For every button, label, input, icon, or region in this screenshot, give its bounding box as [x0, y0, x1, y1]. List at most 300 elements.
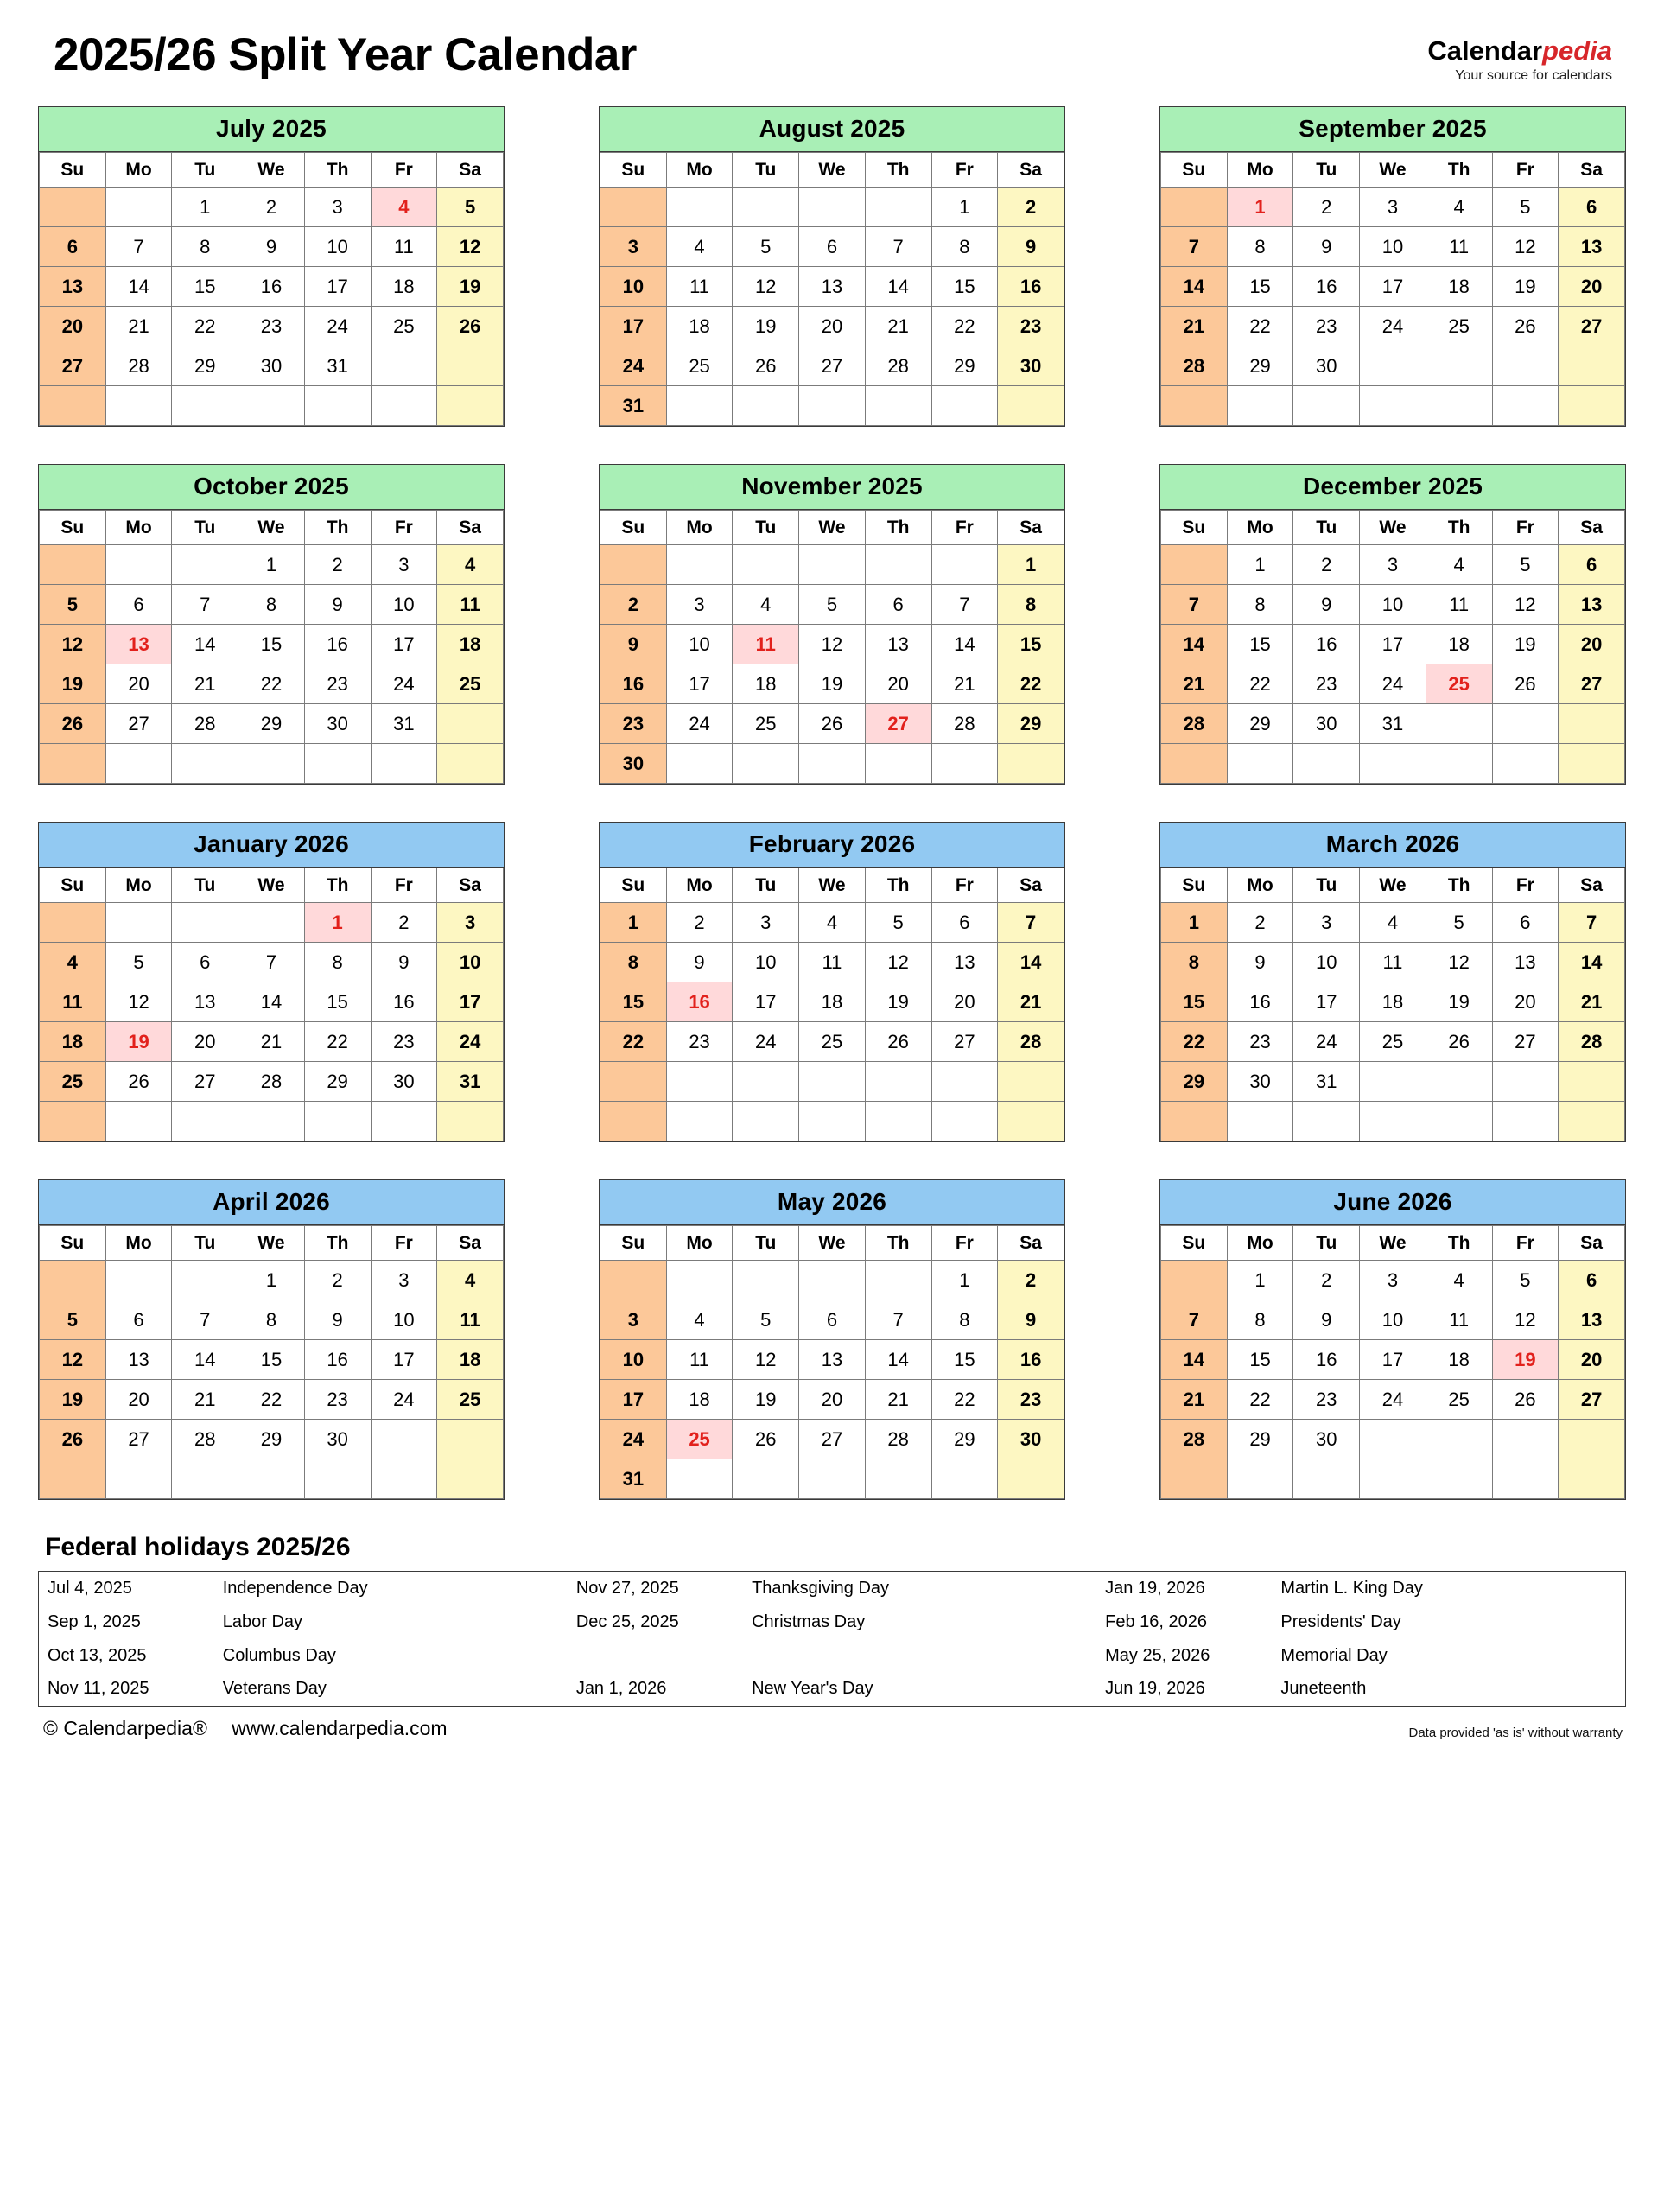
day-cell[interactable]: 29 [931, 346, 998, 386]
day-cell[interactable]: 29 [1161, 1062, 1228, 1102]
day-cell[interactable]: 22 [304, 1022, 371, 1062]
day-cell[interactable]: 1 [931, 1261, 998, 1300]
day-cell[interactable]: 21 [931, 664, 998, 704]
day-cell[interactable]: 27 [105, 1420, 172, 1459]
day-cell[interactable]: 22 [238, 1380, 305, 1420]
day-cell[interactable]: 7 [865, 227, 931, 267]
day-cell[interactable]: 9 [998, 227, 1064, 267]
day-cell[interactable]: 17 [1360, 267, 1426, 307]
day-cell[interactable]: 8 [931, 227, 998, 267]
day-cell[interactable]: 27 [1559, 307, 1625, 346]
day-cell[interactable]: 28 [931, 704, 998, 744]
day-cell[interactable]: 9 [998, 1300, 1064, 1340]
day-cell[interactable]: 15 [238, 625, 305, 664]
day-cell[interactable]: 30 [1293, 1420, 1360, 1459]
day-cell[interactable]: 27 [40, 346, 106, 386]
day-cell[interactable]: 25 [799, 1022, 866, 1062]
day-cell[interactable]: 18 [733, 664, 799, 704]
day-cell[interactable]: 30 [238, 346, 305, 386]
day-cell[interactable]: 31 [1360, 704, 1426, 744]
day-cell[interactable]: 4 [437, 1261, 504, 1300]
day-cell[interactable]: 15 [931, 267, 998, 307]
day-cell[interactable]: 17 [600, 307, 667, 346]
day-cell[interactable]: 23 [1293, 1380, 1360, 1420]
day-cell[interactable]: 25 [437, 664, 504, 704]
day-cell[interactable]: 29 [304, 1062, 371, 1102]
day-cell[interactable]: 30 [998, 346, 1064, 386]
day-cell[interactable]: 19 [799, 664, 866, 704]
day-cell[interactable]: 6 [1492, 903, 1559, 943]
day-cell[interactable]: 27 [172, 1062, 238, 1102]
day-cell[interactable]: 12 [1492, 585, 1559, 625]
day-cell[interactable]: 8 [1227, 227, 1293, 267]
day-cell[interactable]: 14 [105, 267, 172, 307]
day-cell[interactable]: 14 [1161, 267, 1228, 307]
day-cell[interactable]: 15 [1161, 982, 1228, 1022]
day-cell[interactable]: 22 [1161, 1022, 1228, 1062]
day-cell[interactable]: 21 [238, 1022, 305, 1062]
day-cell[interactable]: 15 [998, 625, 1064, 664]
day-cell[interactable]: 16 [371, 982, 437, 1022]
day-cell[interactable]: 22 [600, 1022, 667, 1062]
day-cell[interactable]: 15 [1227, 1340, 1293, 1380]
day-cell[interactable]: 28 [105, 346, 172, 386]
day-cell[interactable]: 13 [105, 1340, 172, 1380]
day-cell[interactable]: 5 [733, 227, 799, 267]
day-cell[interactable]: 3 [1360, 545, 1426, 585]
website-url[interactable]: www.calendarpedia.com [232, 1717, 448, 1740]
day-cell[interactable]: 2 [304, 545, 371, 585]
day-cell[interactable]: 20 [105, 664, 172, 704]
day-cell[interactable]: 7 [238, 943, 305, 982]
day-cell[interactable]: 11 [1360, 943, 1426, 982]
day-cell[interactable]: 8 [1227, 585, 1293, 625]
day-cell[interactable]: 23 [1293, 307, 1360, 346]
day-cell[interactable]: 15 [1227, 267, 1293, 307]
day-cell[interactable]: 10 [437, 943, 504, 982]
day-cell[interactable]: 20 [931, 982, 998, 1022]
day-cell[interactable]: 7 [105, 227, 172, 267]
day-cell[interactable]: 10 [304, 227, 371, 267]
day-cell[interactable]: 2 [1293, 188, 1360, 227]
day-cell[interactable]: 1 [1227, 188, 1293, 227]
day-cell[interactable]: 17 [1293, 982, 1360, 1022]
day-cell[interactable]: 13 [172, 982, 238, 1022]
day-cell[interactable]: 18 [1426, 267, 1492, 307]
day-cell[interactable]: 8 [238, 1300, 305, 1340]
day-cell[interactable]: 23 [238, 307, 305, 346]
day-cell[interactable]: 2 [1293, 545, 1360, 585]
day-cell[interactable]: 26 [40, 1420, 106, 1459]
day-cell[interactable]: 21 [1161, 1380, 1228, 1420]
day-cell[interactable]: 1 [238, 545, 305, 585]
day-cell[interactable]: 10 [600, 267, 667, 307]
day-cell[interactable]: 7 [172, 1300, 238, 1340]
day-cell[interactable]: 25 [1360, 1022, 1426, 1062]
day-cell[interactable]: 4 [1426, 1261, 1492, 1300]
day-cell[interactable]: 13 [799, 267, 866, 307]
day-cell[interactable]: 17 [600, 1380, 667, 1420]
day-cell[interactable]: 7 [1161, 227, 1228, 267]
day-cell[interactable]: 8 [238, 585, 305, 625]
day-cell[interactable]: 21 [1161, 664, 1228, 704]
day-cell[interactable]: 13 [1559, 227, 1625, 267]
day-cell[interactable]: 24 [666, 704, 733, 744]
day-cell[interactable]: 14 [238, 982, 305, 1022]
day-cell[interactable]: 8 [931, 1300, 998, 1340]
day-cell[interactable]: 26 [733, 1420, 799, 1459]
day-cell[interactable]: 11 [1426, 1300, 1492, 1340]
day-cell[interactable]: 9 [1293, 1300, 1360, 1340]
day-cell[interactable]: 13 [865, 625, 931, 664]
day-cell[interactable]: 27 [1559, 1380, 1625, 1420]
day-cell[interactable]: 15 [931, 1340, 998, 1380]
day-cell[interactable]: 19 [733, 307, 799, 346]
day-cell[interactable]: 28 [172, 704, 238, 744]
day-cell[interactable]: 29 [238, 1420, 305, 1459]
day-cell[interactable]: 15 [238, 1340, 305, 1380]
day-cell[interactable]: 8 [1227, 1300, 1293, 1340]
day-cell[interactable]: 17 [733, 982, 799, 1022]
day-cell[interactable]: 1 [1161, 903, 1228, 943]
day-cell[interactable]: 13 [799, 1340, 866, 1380]
day-cell[interactable]: 1 [1227, 1261, 1293, 1300]
day-cell[interactable]: 19 [865, 982, 931, 1022]
day-cell[interactable]: 2 [238, 188, 305, 227]
day-cell[interactable]: 14 [865, 1340, 931, 1380]
day-cell[interactable]: 3 [1293, 903, 1360, 943]
day-cell[interactable]: 2 [666, 903, 733, 943]
day-cell[interactable]: 18 [1360, 982, 1426, 1022]
day-cell[interactable]: 13 [40, 267, 106, 307]
day-cell[interactable]: 27 [799, 1420, 866, 1459]
day-cell[interactable]: 28 [865, 1420, 931, 1459]
day-cell[interactable]: 12 [1492, 1300, 1559, 1340]
day-cell[interactable]: 3 [371, 1261, 437, 1300]
day-cell[interactable]: 10 [733, 943, 799, 982]
day-cell[interactable]: 27 [1559, 664, 1625, 704]
day-cell[interactable]: 10 [1293, 943, 1360, 982]
day-cell[interactable]: 7 [931, 585, 998, 625]
day-cell[interactable]: 23 [304, 664, 371, 704]
day-cell[interactable]: 6 [1559, 188, 1625, 227]
day-cell[interactable]: 14 [172, 625, 238, 664]
day-cell[interactable]: 12 [799, 625, 866, 664]
day-cell[interactable]: 19 [437, 267, 504, 307]
day-cell[interactable]: 24 [371, 1380, 437, 1420]
day-cell[interactable]: 16 [304, 625, 371, 664]
day-cell[interactable]: 12 [733, 1340, 799, 1380]
day-cell[interactable]: 19 [1492, 267, 1559, 307]
day-cell[interactable]: 22 [998, 664, 1064, 704]
day-cell[interactable]: 12 [105, 982, 172, 1022]
day-cell[interactable]: 11 [371, 227, 437, 267]
day-cell[interactable]: 19 [40, 664, 106, 704]
day-cell[interactable]: 24 [1360, 307, 1426, 346]
day-cell[interactable]: 8 [172, 227, 238, 267]
day-cell[interactable]: 15 [172, 267, 238, 307]
day-cell[interactable]: 28 [172, 1420, 238, 1459]
day-cell[interactable]: 27 [865, 704, 931, 744]
day-cell[interactable]: 10 [371, 1300, 437, 1340]
day-cell[interactable]: 6 [172, 943, 238, 982]
day-cell[interactable]: 27 [931, 1022, 998, 1062]
day-cell[interactable]: 20 [172, 1022, 238, 1062]
day-cell[interactable]: 17 [371, 625, 437, 664]
day-cell[interactable]: 30 [600, 744, 667, 784]
day-cell[interactable]: 13 [1559, 585, 1625, 625]
day-cell[interactable]: 30 [304, 1420, 371, 1459]
day-cell[interactable]: 24 [600, 346, 667, 386]
day-cell[interactable]: 5 [1492, 188, 1559, 227]
day-cell[interactable]: 17 [304, 267, 371, 307]
day-cell[interactable]: 4 [666, 1300, 733, 1340]
day-cell[interactable]: 17 [437, 982, 504, 1022]
day-cell[interactable]: 2 [1293, 1261, 1360, 1300]
day-cell[interactable]: 21 [172, 1380, 238, 1420]
day-cell[interactable]: 17 [1360, 1340, 1426, 1380]
day-cell[interactable]: 6 [1559, 1261, 1625, 1300]
day-cell[interactable]: 20 [1492, 982, 1559, 1022]
day-cell[interactable]: 5 [437, 188, 504, 227]
day-cell[interactable]: 5 [40, 585, 106, 625]
day-cell[interactable]: 24 [437, 1022, 504, 1062]
day-cell[interactable]: 9 [666, 943, 733, 982]
day-cell[interactable]: 18 [1426, 1340, 1492, 1380]
day-cell[interactable]: 7 [1161, 1300, 1228, 1340]
day-cell[interactable]: 3 [1360, 188, 1426, 227]
day-cell[interactable]: 4 [1360, 903, 1426, 943]
day-cell[interactable]: 5 [1426, 903, 1492, 943]
day-cell[interactable]: 13 [1559, 1300, 1625, 1340]
day-cell[interactable]: 5 [105, 943, 172, 982]
day-cell[interactable]: 1 [998, 545, 1064, 585]
day-cell[interactable]: 1 [1227, 545, 1293, 585]
day-cell[interactable]: 18 [799, 982, 866, 1022]
day-cell[interactable]: 5 [1492, 545, 1559, 585]
day-cell[interactable]: 25 [666, 346, 733, 386]
day-cell[interactable]: 6 [931, 903, 998, 943]
day-cell[interactable]: 9 [1293, 585, 1360, 625]
day-cell[interactable]: 7 [1161, 585, 1228, 625]
day-cell[interactable]: 2 [998, 188, 1064, 227]
day-cell[interactable]: 14 [931, 625, 998, 664]
day-cell[interactable]: 16 [1227, 982, 1293, 1022]
day-cell[interactable]: 28 [1161, 704, 1228, 744]
day-cell[interactable]: 14 [1559, 943, 1625, 982]
day-cell[interactable]: 28 [998, 1022, 1064, 1062]
day-cell[interactable]: 21 [1161, 307, 1228, 346]
day-cell[interactable]: 11 [1426, 585, 1492, 625]
day-cell[interactable]: 9 [371, 943, 437, 982]
day-cell[interactable]: 31 [1293, 1062, 1360, 1102]
day-cell[interactable]: 20 [799, 307, 866, 346]
day-cell[interactable]: 6 [865, 585, 931, 625]
day-cell[interactable]: 6 [105, 585, 172, 625]
day-cell[interactable]: 16 [304, 1340, 371, 1380]
day-cell[interactable]: 18 [371, 267, 437, 307]
day-cell[interactable]: 31 [600, 1459, 667, 1499]
day-cell[interactable]: 25 [666, 1420, 733, 1459]
day-cell[interactable]: 22 [1227, 664, 1293, 704]
day-cell[interactable]: 10 [1360, 1300, 1426, 1340]
day-cell[interactable]: 22 [1227, 1380, 1293, 1420]
day-cell[interactable]: 16 [238, 267, 305, 307]
day-cell[interactable]: 29 [1227, 704, 1293, 744]
day-cell[interactable]: 7 [998, 903, 1064, 943]
day-cell[interactable]: 22 [1227, 307, 1293, 346]
day-cell[interactable]: 2 [600, 585, 667, 625]
day-cell[interactable]: 22 [238, 664, 305, 704]
day-cell[interactable]: 2 [998, 1261, 1064, 1300]
day-cell[interactable]: 16 [998, 267, 1064, 307]
day-cell[interactable]: 15 [1227, 625, 1293, 664]
day-cell[interactable]: 22 [931, 307, 998, 346]
day-cell[interactable]: 20 [1559, 1340, 1625, 1380]
day-cell[interactable]: 20 [799, 1380, 866, 1420]
day-cell[interactable]: 29 [931, 1420, 998, 1459]
day-cell[interactable]: 10 [371, 585, 437, 625]
day-cell[interactable]: 1 [172, 188, 238, 227]
day-cell[interactable]: 18 [666, 1380, 733, 1420]
day-cell[interactable]: 23 [1293, 664, 1360, 704]
day-cell[interactable]: 31 [437, 1062, 504, 1102]
day-cell[interactable]: 28 [1161, 1420, 1228, 1459]
day-cell[interactable]: 14 [998, 943, 1064, 982]
day-cell[interactable]: 16 [600, 664, 667, 704]
day-cell[interactable]: 15 [600, 982, 667, 1022]
day-cell[interactable]: 6 [40, 227, 106, 267]
day-cell[interactable]: 9 [304, 585, 371, 625]
day-cell[interactable]: 20 [865, 664, 931, 704]
day-cell[interactable]: 25 [371, 307, 437, 346]
day-cell[interactable]: 25 [1426, 307, 1492, 346]
day-cell[interactable]: 5 [865, 903, 931, 943]
day-cell[interactable]: 13 [105, 625, 172, 664]
day-cell[interactable]: 2 [304, 1261, 371, 1300]
day-cell[interactable]: 12 [437, 227, 504, 267]
day-cell[interactable]: 6 [105, 1300, 172, 1340]
day-cell[interactable]: 9 [238, 227, 305, 267]
day-cell[interactable]: 16 [1293, 267, 1360, 307]
day-cell[interactable]: 30 [1293, 704, 1360, 744]
day-cell[interactable]: 20 [40, 307, 106, 346]
day-cell[interactable]: 8 [1161, 943, 1228, 982]
day-cell[interactable]: 11 [666, 267, 733, 307]
day-cell[interactable]: 5 [733, 1300, 799, 1340]
day-cell[interactable]: 30 [371, 1062, 437, 1102]
day-cell[interactable]: 10 [600, 1340, 667, 1380]
day-cell[interactable]: 23 [600, 704, 667, 744]
day-cell[interactable]: 4 [733, 585, 799, 625]
day-cell[interactable]: 20 [1559, 267, 1625, 307]
day-cell[interactable]: 12 [1426, 943, 1492, 982]
day-cell[interactable]: 30 [1293, 346, 1360, 386]
day-cell[interactable]: 23 [371, 1022, 437, 1062]
day-cell[interactable]: 26 [799, 704, 866, 744]
day-cell[interactable]: 5 [1492, 1261, 1559, 1300]
day-cell[interactable]: 18 [437, 1340, 504, 1380]
day-cell[interactable]: 12 [40, 1340, 106, 1380]
day-cell[interactable]: 8 [600, 943, 667, 982]
day-cell[interactable]: 27 [1492, 1022, 1559, 1062]
day-cell[interactable]: 28 [238, 1062, 305, 1102]
day-cell[interactable]: 21 [865, 307, 931, 346]
day-cell[interactable]: 6 [799, 227, 866, 267]
day-cell[interactable]: 30 [1227, 1062, 1293, 1102]
day-cell[interactable]: 21 [1559, 982, 1625, 1022]
day-cell[interactable]: 11 [799, 943, 866, 982]
day-cell[interactable]: 19 [733, 1380, 799, 1420]
day-cell[interactable]: 30 [304, 704, 371, 744]
day-cell[interactable]: 20 [105, 1380, 172, 1420]
day-cell[interactable]: 4 [666, 227, 733, 267]
day-cell[interactable]: 3 [600, 1300, 667, 1340]
day-cell[interactable]: 9 [1227, 943, 1293, 982]
day-cell[interactable]: 27 [105, 704, 172, 744]
day-cell[interactable]: 3 [600, 227, 667, 267]
day-cell[interactable]: 7 [1559, 903, 1625, 943]
day-cell[interactable]: 25 [733, 704, 799, 744]
day-cell[interactable]: 28 [1161, 346, 1228, 386]
day-cell[interactable]: 16 [998, 1340, 1064, 1380]
day-cell[interactable]: 25 [437, 1380, 504, 1420]
day-cell[interactable]: 26 [1492, 307, 1559, 346]
day-cell[interactable]: 11 [666, 1340, 733, 1380]
day-cell[interactable]: 2 [1227, 903, 1293, 943]
day-cell[interactable]: 28 [1559, 1022, 1625, 1062]
day-cell[interactable]: 6 [799, 1300, 866, 1340]
day-cell[interactable]: 8 [304, 943, 371, 982]
day-cell[interactable]: 26 [1492, 664, 1559, 704]
day-cell[interactable]: 21 [105, 307, 172, 346]
day-cell[interactable]: 3 [733, 903, 799, 943]
day-cell[interactable]: 30 [998, 1420, 1064, 1459]
day-cell[interactable]: 13 [931, 943, 998, 982]
day-cell[interactable]: 31 [371, 704, 437, 744]
day-cell[interactable]: 18 [40, 1022, 106, 1062]
day-cell[interactable]: 29 [1227, 1420, 1293, 1459]
day-cell[interactable]: 26 [1492, 1380, 1559, 1420]
day-cell[interactable]: 4 [799, 903, 866, 943]
day-cell[interactable]: 12 [1492, 227, 1559, 267]
day-cell[interactable]: 15 [304, 982, 371, 1022]
day-cell[interactable]: 29 [172, 346, 238, 386]
day-cell[interactable]: 4 [40, 943, 106, 982]
day-cell[interactable]: 14 [1161, 625, 1228, 664]
day-cell[interactable]: 9 [304, 1300, 371, 1340]
day-cell[interactable]: 3 [1360, 1261, 1426, 1300]
day-cell[interactable]: 24 [1360, 664, 1426, 704]
day-cell[interactable]: 1 [238, 1261, 305, 1300]
day-cell[interactable]: 11 [437, 585, 504, 625]
day-cell[interactable]: 26 [105, 1062, 172, 1102]
day-cell[interactable]: 11 [40, 982, 106, 1022]
day-cell[interactable]: 29 [998, 704, 1064, 744]
day-cell[interactable]: 11 [733, 625, 799, 664]
day-cell[interactable]: 10 [666, 625, 733, 664]
day-cell[interactable]: 23 [1227, 1022, 1293, 1062]
day-cell[interactable]: 23 [304, 1380, 371, 1420]
day-cell[interactable]: 1 [931, 188, 998, 227]
day-cell[interactable]: 2 [371, 903, 437, 943]
day-cell[interactable]: 3 [437, 903, 504, 943]
day-cell[interactable]: 24 [600, 1420, 667, 1459]
day-cell[interactable]: 31 [600, 386, 667, 426]
day-cell[interactable]: 28 [865, 346, 931, 386]
day-cell[interactable]: 12 [865, 943, 931, 982]
day-cell[interactable]: 24 [304, 307, 371, 346]
